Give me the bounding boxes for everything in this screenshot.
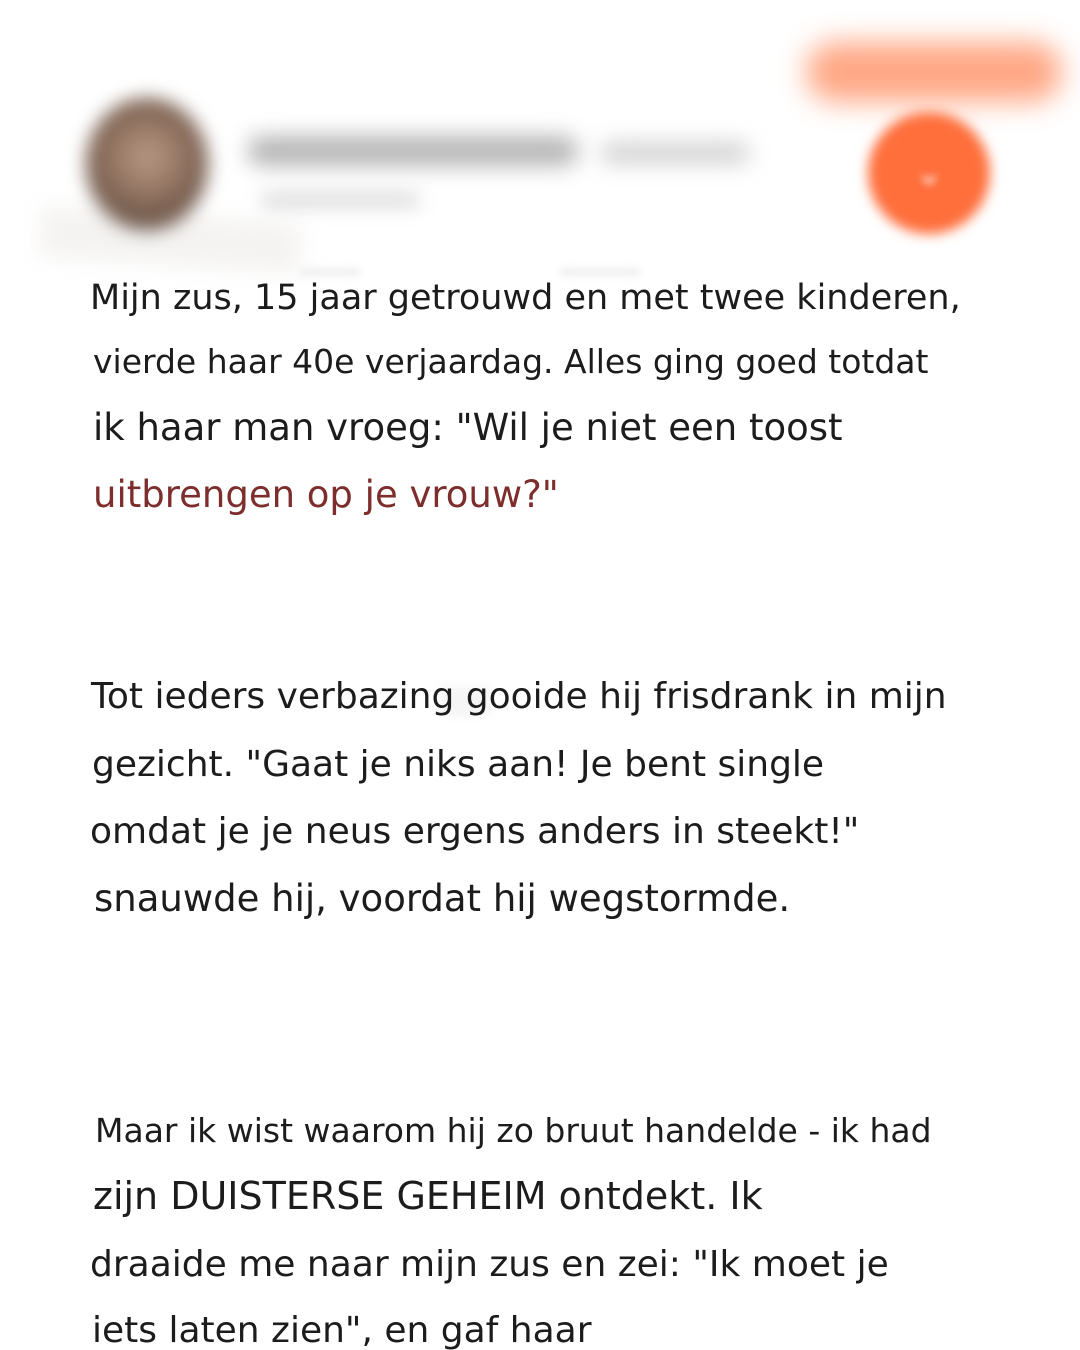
post-header <box>0 0 1080 260</box>
story-line: Mijn zus, 15 jaar getrouwd en met twee kinderen, <box>90 278 961 318</box>
artifact-speck <box>300 268 360 276</box>
story-line: iets laten zien", en gaf haar <box>92 1310 592 1350</box>
story-line: Maar ik wist waarom hij zo bruut handelde - ik had <box>95 1111 932 1150</box>
avatar[interactable] <box>86 98 208 230</box>
story-line: omdat je je neus ergens anders in steekt!" <box>90 811 860 852</box>
story-line: ik haar man vroeg: "Wil je niet een toost <box>93 406 843 449</box>
follow-button-blurred[interactable] <box>806 42 1062 102</box>
story-line: snauwde hij, voordat hij wegstormde. <box>94 877 791 920</box>
chevron-down-icon: ⌄ <box>914 153 944 193</box>
artifact-speck <box>560 268 640 276</box>
username-blurred[interactable] <box>248 136 578 166</box>
story-line-quote: uitbrengen op je vrouw?" <box>93 473 559 516</box>
story-line: vierde haar 40e verjaardag. Alles ging goed totdat <box>93 342 929 381</box>
story-line: draaide me naar mijn zus en zei: "Ik moet je <box>90 1244 889 1285</box>
story-line: Tot ieders verbazing gooide hij frisdrank in mijn <box>91 676 947 717</box>
story-line: gezicht. "Gaat je niks aan! Je bent single <box>92 744 825 785</box>
handle-blurred <box>600 142 750 164</box>
timestamp-blurred <box>260 192 420 208</box>
story-line: zijn DUISTERSE GEHEIM ontdekt. Ik <box>93 1174 763 1218</box>
